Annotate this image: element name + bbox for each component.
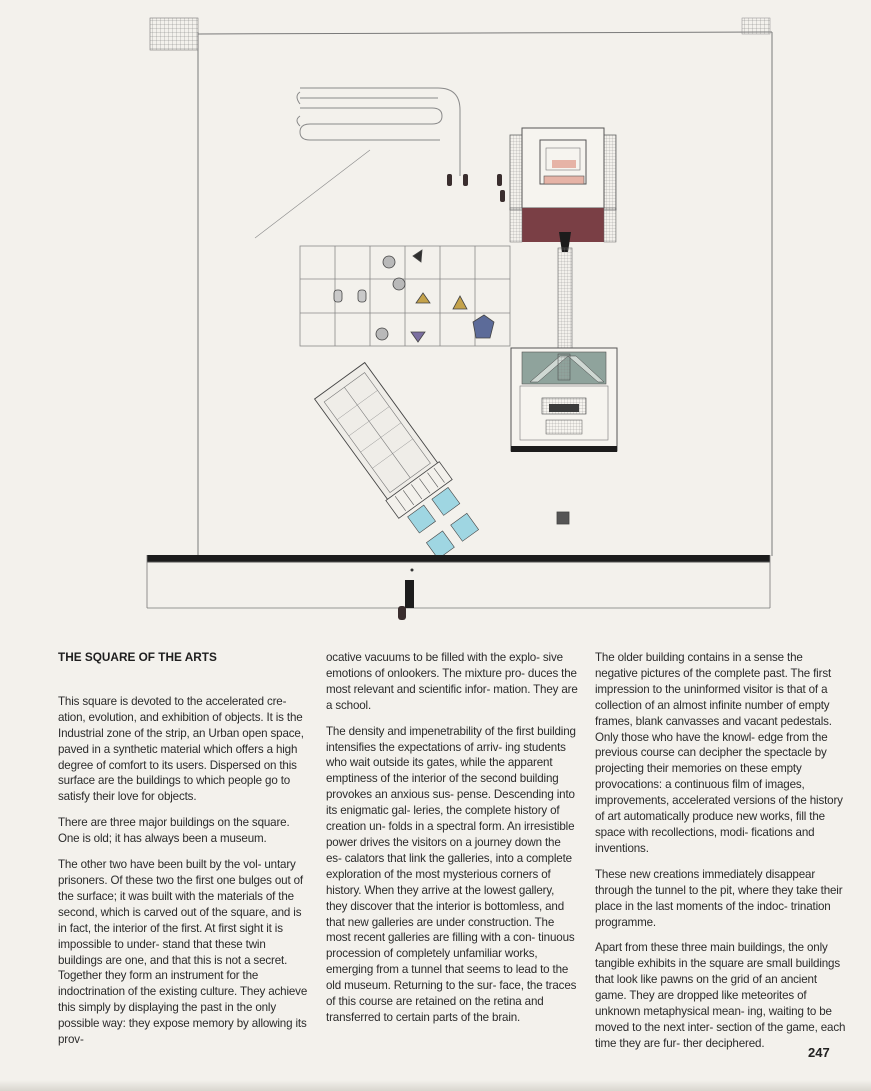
square-outline [198, 32, 772, 556]
grid-block-top-right [742, 18, 770, 34]
text-column-1 [58, 650, 310, 1058]
paragraph: Apart from these three main buildings, the only tangible exhibits in the square are small buildings that look like pawns on the grid of an ancient game. They are dropped like meteorites of unknown metaphysical mean- ing, waiting to be moved to the next inter- section of the game, each time they are fur- ther deciphered. [595, 941, 846, 1050]
paragraph: The other two have been built by the vol- untary prisoners. Of these two the first one bulges out of the surface; it was built with the materials of the second, which is carved out of the square, and is in fact, the interior of the first. At first sight it is impossible to under- stand that these twin buildings are one, and that this is not a secret. Together they form an instrument for the indoctrination of the existing culture. They achieve this simply by displaying the past in the only possible way: they expose memory by allowing its prov- [58, 858, 308, 1047]
strip-wall [147, 555, 770, 620]
construction-line [255, 150, 370, 238]
paragraph: These new creations immediately disappear through the tunnel to the pit, where they take their place in the last moments of the indoc- trination programme. [595, 867, 843, 929]
article-heading: THE SQUARE OF THE ARTS [58, 650, 217, 664]
text-column-3 [595, 650, 847, 1062]
serpentine-path [297, 88, 460, 176]
paragraph: ocative vacuums to be filled with the explo- sive emotions of onlookers. The mixture pro- duces the most relevant and scientific infor- mation. They are a school. [326, 651, 578, 712]
old-museum [313, 361, 485, 563]
paragraph: The density and impenetrability of the first building intensifies the expectations of arriv- ing students who wait outside its gates, while the apparent emptiness of the interior of the second building provokes an anxious sus- pense. Descending into its enigmatic gal- leries, the complete history of creation un- folds in a spectral form. An irresistible power drives the visitors on a journey down the es- calators that link the galleries, into a complete exploration of the most mysterious corners of history. When they arrive at the lowest gallery, they discover that the interior is bottomless, and that new galleries are under construction. The most recent galleries are filling with a con- tinuous procession of completely unfamiliar works, emerging from a tunnel that seems to lead to the old museum. Returning to the sur- face, the traces of this course are retained on the retina and transferred to certain parts of the brain. [326, 724, 577, 1024]
lower-pavilion [511, 348, 617, 452]
page-edge-shadow [0, 1080, 871, 1091]
paragraph: The older building contains in a sense the negative pictures of the complete past. The first impression to the uninformed visitor is that of a collection of an almost infinite number of empty frames, blank canvasses and vacant pedestals. Only those who have the knowl- edge from the previous course can decipher the spectacle by projecting their memories on these empty provocations: a continuous film of images, improvements, accelerated versions of the history of art automatically produce new works, fill the space with recollections, modi- fications and inventions. [595, 651, 843, 855]
page-number: 247 [808, 1045, 830, 1060]
grid-walkway [558, 248, 572, 348]
grid-block-top-left [150, 18, 198, 50]
gate-posts [447, 174, 505, 202]
pavilion-building [510, 128, 616, 252]
paragraph: This square is devoted to the accelerated cre- ation, evolution, and exhibition of objects. It is the Industrial zone of the strip, an Urban open space, paved in a synthetic material which offers a high degree of comfort to its users. Dispersed on this surface are the buildings to which people go to satisfy their love for objects. [58, 694, 304, 804]
paragraph: There are three major buildings on the square. One is old; it has always been a museum. [58, 816, 290, 846]
text-column-2 [326, 650, 578, 1036]
